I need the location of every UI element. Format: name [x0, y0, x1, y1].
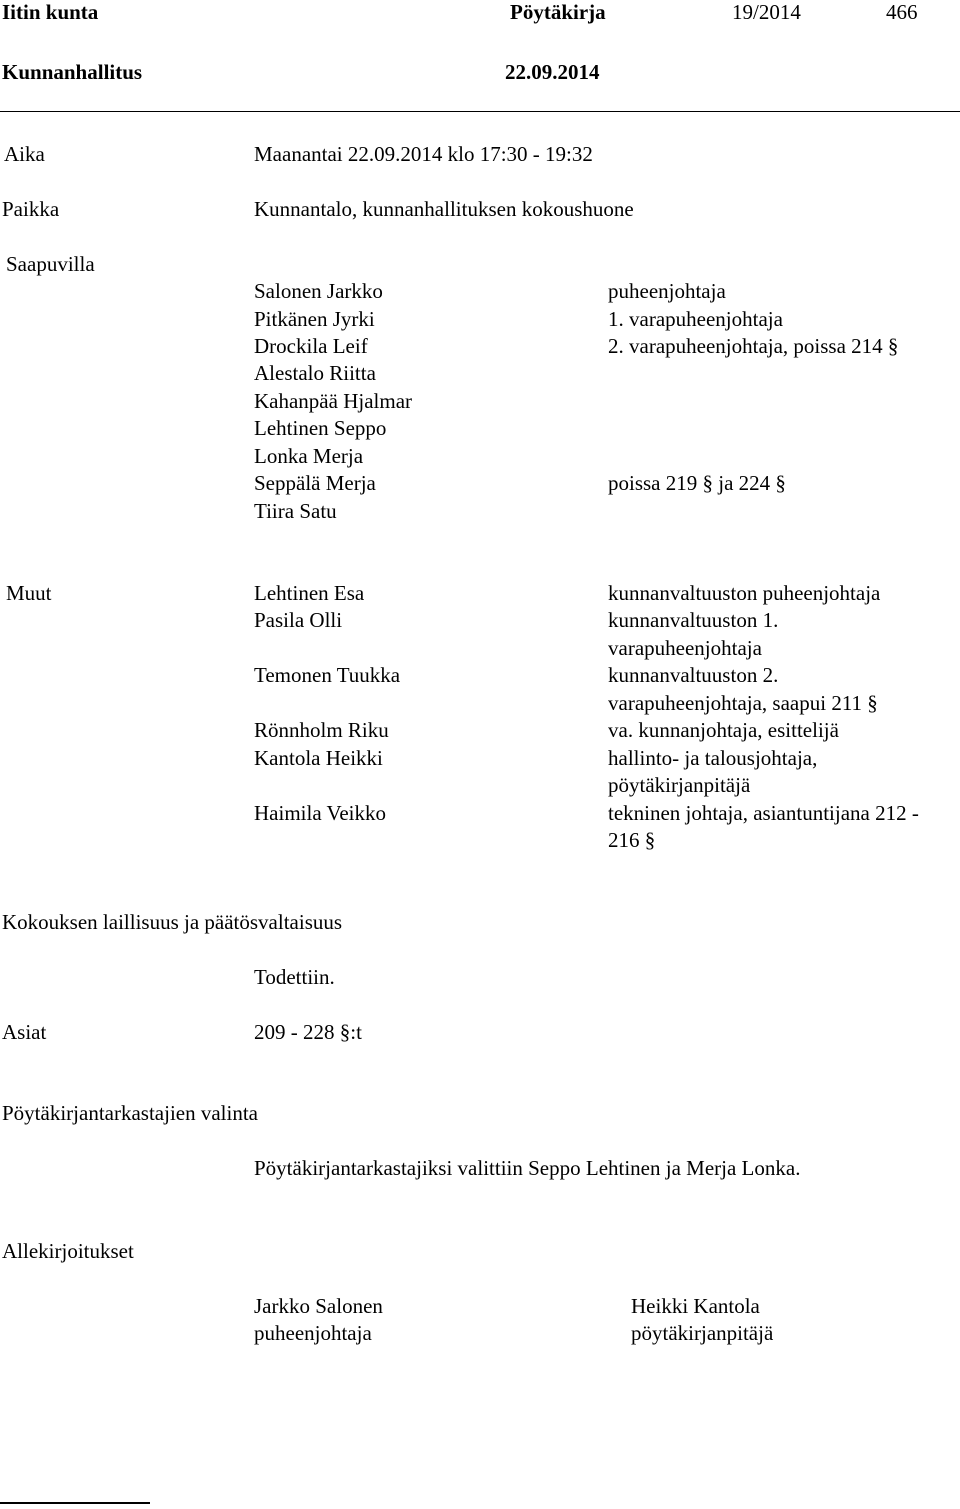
- header-body: Kunnanhallitus: [2, 60, 143, 84]
- signer-title: pöytäkirjanpitäjä: [631, 1321, 774, 1345]
- others-name: Pasila Olli: [254, 608, 343, 632]
- others-name: Rönnholm Riku: [254, 718, 389, 742]
- legality-text: Todettiin.: [254, 965, 335, 989]
- others-role: kunnanvaltuuston 2.: [608, 663, 779, 687]
- others-role: va. kunnanjohtaja, esittelijä: [608, 718, 839, 742]
- present-name: Salonen Jarkko: [254, 279, 383, 303]
- place-label: Paikka: [2, 197, 60, 221]
- matters-value: 209 - 228 §:t: [254, 1020, 362, 1044]
- others-name: Haimila Veikko: [254, 801, 387, 825]
- others-label: Muut: [6, 581, 52, 605]
- others-role: tekninen johtaja, asiantuntijana 212 -: [608, 801, 919, 825]
- header-divider: [0, 111, 960, 112]
- header-date: 22.09.2014: [505, 60, 600, 84]
- header-org: Iitin kunta: [2, 0, 99, 24]
- others-role: pöytäkirjanpitäjä: [608, 773, 751, 797]
- others-role: varapuheenjohtaja: [608, 636, 762, 660]
- header-page-number: 466: [886, 0, 918, 24]
- present-name: Tiira Satu: [254, 499, 337, 523]
- others-role: hallinto- ja talousjohtaja,: [608, 746, 818, 770]
- present-name: Lehtinen Seppo: [254, 416, 387, 440]
- signer-name: Heikki Kantola: [631, 1294, 760, 1318]
- time-label: Aika: [4, 142, 45, 166]
- inspectors-heading: Pöytäkirjantarkastajien valinta: [2, 1101, 258, 1125]
- time-value: Maanantai 22.09.2014 klo 17:30 - 19:32: [254, 142, 593, 166]
- present-name: Pitkänen Jyrki: [254, 307, 375, 331]
- others-role: kunnanvaltuuston puheenjohtaja: [608, 581, 881, 605]
- place-value: Kunnantalo, kunnanhallituksen kokoushuone: [254, 197, 634, 221]
- others-role: kunnanvaltuuston 1.: [608, 608, 779, 632]
- signatures-heading: Allekirjoitukset: [2, 1239, 134, 1263]
- present-role: 2. varapuheenjohtaja, poissa 214 §: [608, 334, 899, 358]
- header-doc-number: 19/2014: [732, 0, 801, 24]
- others-name: Kantola Heikki: [254, 746, 383, 770]
- others-role: varapuheenjohtaja, saapui 211 §: [608, 691, 878, 715]
- present-role: puheenjohtaja: [608, 279, 726, 303]
- matters-label: Asiat: [2, 1020, 47, 1044]
- present-name: Alestalo Riitta: [254, 361, 376, 385]
- present-role: poissa 219 § ja 224 §: [608, 471, 786, 495]
- others-role: 216 §: [608, 828, 656, 852]
- others-name: Lehtinen Esa: [254, 581, 365, 605]
- legality-heading: Kokouksen laillisuus ja päätösvaltaisuus: [2, 910, 343, 934]
- inspectors-text: Pöytäkirjantarkastajiksi valittiin Seppo Lehtinen ja Merja Lonka.: [254, 1156, 801, 1180]
- header-doc-type: Pöytäkirja: [510, 0, 606, 24]
- present-name: Drockila Leif: [254, 334, 368, 358]
- present-label: Saapuvilla: [6, 252, 95, 276]
- present-name: Lonka Merja: [254, 444, 364, 468]
- signer-name: Jarkko Salonen: [254, 1294, 383, 1318]
- present-role: 1. varapuheenjohtaja: [608, 307, 783, 331]
- others-name: Temonen Tuukka: [254, 663, 401, 687]
- signer-title: puheenjohtaja: [254, 1321, 372, 1345]
- present-name: Seppälä Merja: [254, 471, 376, 495]
- present-name: Kahanpää Hjalmar: [254, 389, 413, 413]
- footnote-rule: [0, 1502, 150, 1504]
